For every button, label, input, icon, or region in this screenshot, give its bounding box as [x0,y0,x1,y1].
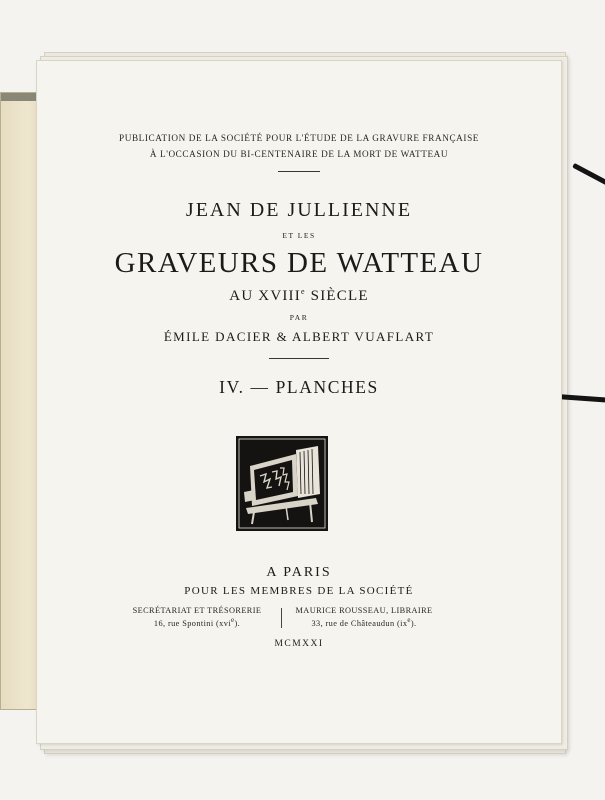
librarian-address-text: 33, rue de Châteaudun (ix [311,618,408,628]
century-suffix: SIÈCLE [305,288,369,304]
librarian-block [289,606,439,628]
title-connector: ET LES [282,231,316,240]
publication-line-1: PUBLICATION DE LA SOCIÉTÉ POUR L'ÉTUDE DE LA GRAVURE FRANÇAISE [119,133,479,143]
century-superscript: e [300,287,306,296]
publication-year: MCMXXI [274,639,324,649]
secretariat-address [122,617,272,628]
volume-title: IV. — PLANCHES [219,377,379,397]
librarian-address [289,617,439,628]
address-separator [281,608,282,628]
imprint-for: POUR LES MEMBRES DE LA SOCIÉTÉ [184,585,414,597]
by-label: PAR [289,313,309,322]
imprint-city: A PARIS [266,565,332,580]
secretariat-title: SECRÉTARIAT ET TRÉSORERIE [132,606,262,615]
librarian-address-end: ). [410,618,417,628]
century-line [37,287,561,305]
secretariat-address-end: ). [234,618,241,628]
divider-rule [269,358,329,359]
librarian-address-sup: e [407,617,411,624]
main-title: GRAVEURS DE WATTEAU [114,247,484,279]
authors: ÉMILE DACIER & ALBERT VUAFLART [163,329,435,344]
title-line-1: JEAN DE JULLIENNE [185,199,413,221]
woodcut-vignette [236,436,328,531]
title-page [36,60,562,744]
century-prefix: AU XVIII [229,288,301,304]
secretariat-address-text: 16, rue Spontini (xvi [153,618,231,628]
publication-line-2: À L'OCCASION DU BI-CENTENAIRE DE LA MORT DE WATTEAU [149,149,449,159]
secretariat-block [122,606,272,628]
librarian-title: MAURICE ROUSSEAU, LIBRAIRE [295,606,433,615]
secretariat-address-sup: e [230,617,235,624]
tie-ribbon-top [572,163,605,186]
divider-rule [278,171,320,172]
